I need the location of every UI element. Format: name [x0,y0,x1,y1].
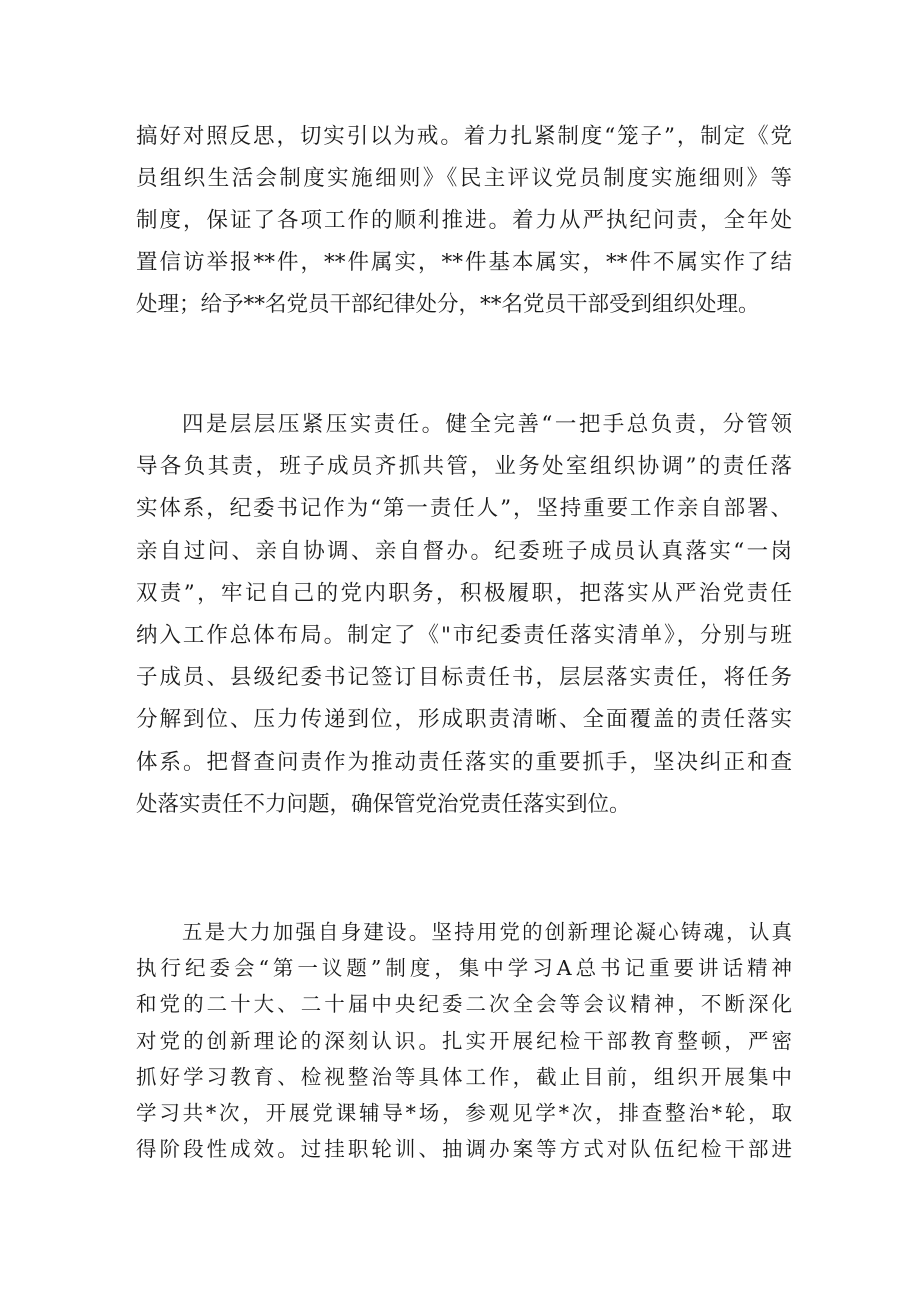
text-line: 四是层层压紧压实责任。健全完善“一把手总负责，分管领 [182,412,792,437]
text-line: 体系。把督查问责作为推动责任落实的重要抓手，坚决纠正和查 [136,749,792,775]
text-line: 学习共*次，开展党课辅导*场，参观见学*次，排查整治*轮，取 [136,1100,792,1125]
text-line: 搞好对照反思，切实引以为戒。着力扎紧制度“笼子”，制定《党 [136,124,792,149]
text-line: 制度，保证了各项工作的顺利推进。着力从严执纪问责，全年处 [136,208,792,233]
text-line: 执行纪委会“第一议题”制度，集中学习A总书记重要讲话精神 [136,956,792,981]
text-line: 五是大力加强自身建设。坚持用党的创新理论凝心铸魂，认真 [182,920,792,944]
text-line: 分解到位、压力传递到位，形成职责清晰、全面覆盖的责任落实 [136,707,792,733]
paragraph-responsibility [136,404,792,826]
text-line: 和党的二十大、二十届中央纪委二次全会等会议精神，不断深化 [136,992,792,1017]
text-line: 处理；给予**名党员干部纪律处分，**名党员干部受到组织处理。 [136,292,760,317]
text-line: 亲自过问、亲自协调、亲自督办。纪委班子成员认真落实“一岗 [136,538,792,564]
text-line: 处落实责任不力问题，确保管党治党责任落实到位。 [136,791,631,817]
text-line: 得阶段性成效。过挂职轮训、抽调办案等方式对队伍纪检干部进 [136,1137,792,1162]
text-line: 子成员、县级纪委书记签订目标责任书，层层落实责任，将任务 [136,665,792,691]
text-line: 导各负其责，班子成员齐抓共管，业务处室组织协调”的责任落 [136,454,792,480]
text-line: 对党的创新理论的深刻认识。扎实开展纪检干部教育整顿，严密 [136,1028,792,1053]
text-line: 双责”，牢记自己的党内职务，积极履职，把落实从严治党责任 [136,580,792,606]
text-line: 员组织生活会制度实施细则》《民主评议党员制度实施细则》等 [136,166,792,191]
text-line: 纳入工作总体布局。制定了《"市纪委责任落实清单》，分别与班 [136,622,792,648]
paragraph-continuation [136,116,792,326]
text-line: 置信访举报**件，**件属实，**件基本属实，**件不属实作了结 [136,250,792,275]
text-line: 抓好学习教育、检视整治等具体工作，截止目前，组织开展集中 [136,1064,792,1089]
text-line: 实体系，纪委书记作为“第一责任人”，坚持重要工作亲自部署、 [136,496,792,522]
paragraph-self-construction [136,914,792,1167]
